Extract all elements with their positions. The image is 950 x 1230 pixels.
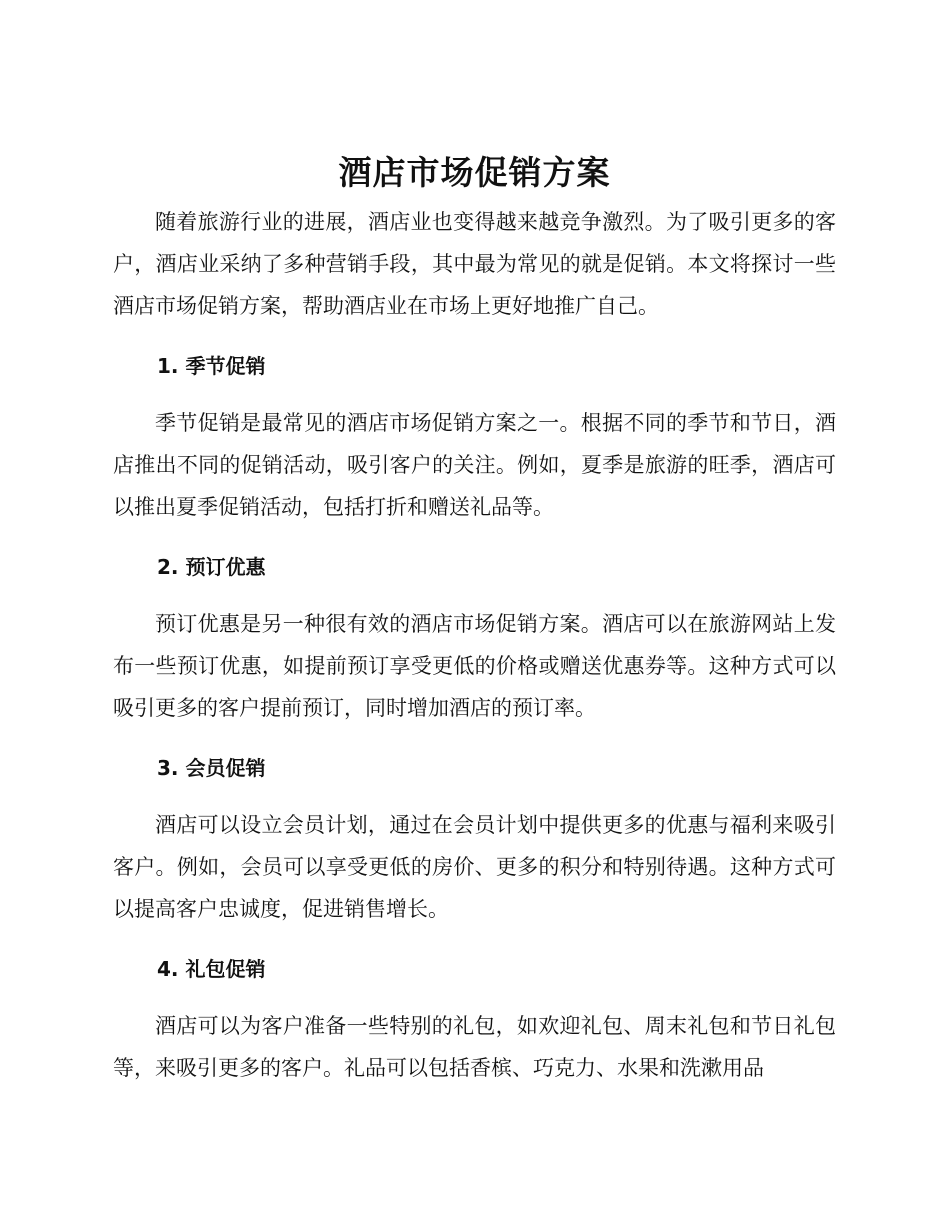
section-heading-seasonal: 1. 季节促销 — [157, 354, 266, 378]
section-body-booking: 预订优惠是另一种很有效的酒店市场促销方案。酒店可以在旅游网站上发布一些预订优惠，如提前预订享受更低的价格或赠送优惠券等。这种方式可以吸引更多的客户提前预订，同时增加酒店的预订率。 — [113, 612, 836, 720]
section-heading-booking: 2. 预订优惠 — [157, 555, 266, 579]
document-content — [113, 150, 836, 1089]
section-heading-membership: 3. 会员促销 — [157, 756, 266, 780]
section-body-membership: 酒店可以设立会员计划，通过在会员计划中提供更多的优惠与福利来吸引客户。例如，会员可以享受更低的房价、更多的积分和特别待遇。这种方式可以提高客户忠诚度，促进销售增长。 — [113, 813, 836, 921]
section-body-seasonal: 季节促销是最常见的酒店市场促销方案之一。根据不同的季节和节日，酒店推出不同的促销活动，吸引客户的关注。例如，夏季是旅游的旺季，酒店可以推出夏季促销活动，包括打折和赠送礼品等。 — [113, 411, 836, 519]
intro-paragraph: 随着旅游行业的进展，酒店业也变得越来越竞争激烈。为了吸引更多的客户，酒店业采纳了多种营销手段，其中最为常见的就是促销。本文将探讨一些酒店市场促销方案，帮助酒店业在市场上更好地推广自己。 — [113, 210, 836, 318]
document-title: 酒店市场促销方案 — [338, 153, 611, 192]
section-body-gift-package: 酒店可以为客户准备一些特别的礼包，如欢迎礼包、周末礼包和节日礼包等，来吸引更多的客户。礼品可以包括香槟、巧克力、水果和洗漱用品 — [113, 1014, 836, 1080]
section-heading-gift-package: 4. 礼包促销 — [157, 957, 266, 981]
